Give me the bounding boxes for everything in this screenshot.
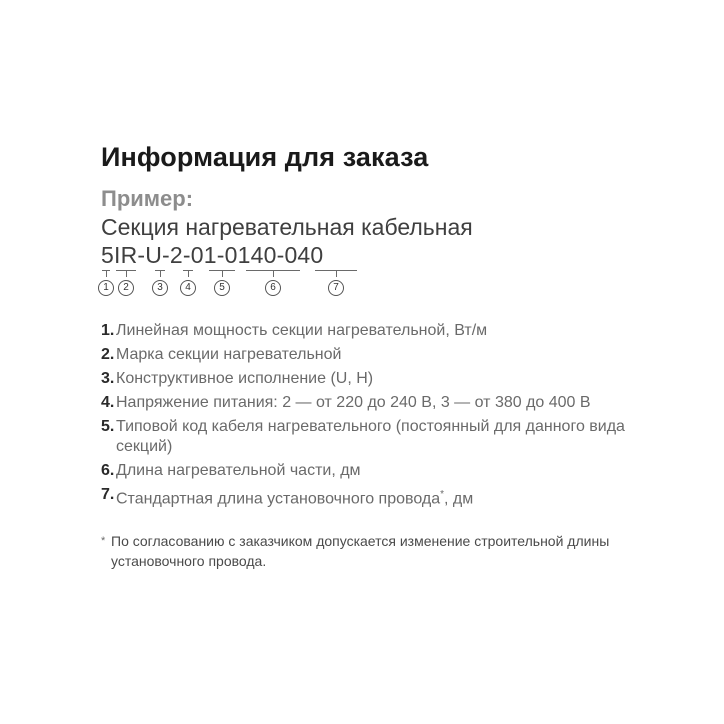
footnote-marker: * [440, 489, 445, 500]
marker-number: 4 [180, 280, 196, 296]
legend-text: Длина нагревательной части, дм [116, 462, 361, 479]
example-description: Секция нагревательная кабельная [101, 214, 473, 240]
legend-number: 2. [101, 346, 115, 363]
bracket [246, 270, 300, 277]
legend-number: 7. [101, 486, 115, 503]
code-legend-list [101, 321, 661, 513]
order-code: 5IR-U-2-01-0140-040 [101, 242, 324, 268]
legend-item-2 [101, 345, 661, 365]
legend-item-5 [101, 417, 636, 457]
legend-item-7 [101, 485, 661, 509]
legend-text: Типовой код кабеля нагревательного (постоянный для данного вида секций) [116, 418, 625, 455]
code-part-marker-3 [155, 268, 165, 300]
legend-text: Марка секции нагревательной [116, 346, 342, 363]
bracket [209, 270, 235, 277]
bracket [155, 270, 165, 277]
footnote-text: По согласованию с заказчиком допускается изменение строительной длины установочного провода. [111, 533, 610, 569]
legend-item-6 [101, 461, 661, 481]
marker-number: 6 [265, 280, 281, 296]
marker-number: 5 [214, 280, 230, 296]
example-label: Пример: [101, 186, 194, 211]
legend-number: 6. [101, 462, 115, 479]
page-title: Информация для заказа [101, 142, 429, 172]
code-part-marker-6 [246, 268, 300, 300]
marker-number: 7 [328, 280, 344, 296]
marker-number: 3 [152, 280, 168, 296]
marker-number: 2 [118, 280, 134, 296]
legend-number: 4. [101, 394, 115, 411]
legend-item-3 [101, 369, 661, 389]
bracket [315, 270, 357, 277]
bracket [102, 270, 110, 277]
legend-text: Линейная мощность секции нагревательной, Вт/м [116, 322, 488, 339]
marker-number: 1 [98, 280, 114, 296]
bracket [183, 270, 193, 277]
bracket [116, 270, 136, 277]
footnote-star: * [101, 535, 106, 547]
code-part-markers [0, 268, 724, 300]
legend-item-4 [101, 393, 661, 413]
legend-number: 5. [101, 418, 115, 435]
legend-text: Конструктивное исполнение (U, H) [116, 370, 374, 387]
legend-number: 3. [101, 370, 115, 387]
legend-text: Стандартная длина установочного провода [116, 490, 441, 508]
legend-text: Напряжение питания: 2 — от 220 до 240 В, 3 — от 380 до 400 В [116, 394, 591, 411]
legend-number: 1. [101, 322, 115, 339]
legend-item-1 [101, 321, 661, 341]
code-part-marker-2 [116, 268, 136, 300]
code-part-marker-1 [102, 268, 110, 300]
code-part-marker-7 [315, 268, 357, 300]
code-part-marker-5 [209, 268, 235, 300]
footnote [101, 531, 641, 571]
legend-text-suffix: , дм [444, 490, 474, 508]
code-part-marker-4 [183, 268, 193, 300]
